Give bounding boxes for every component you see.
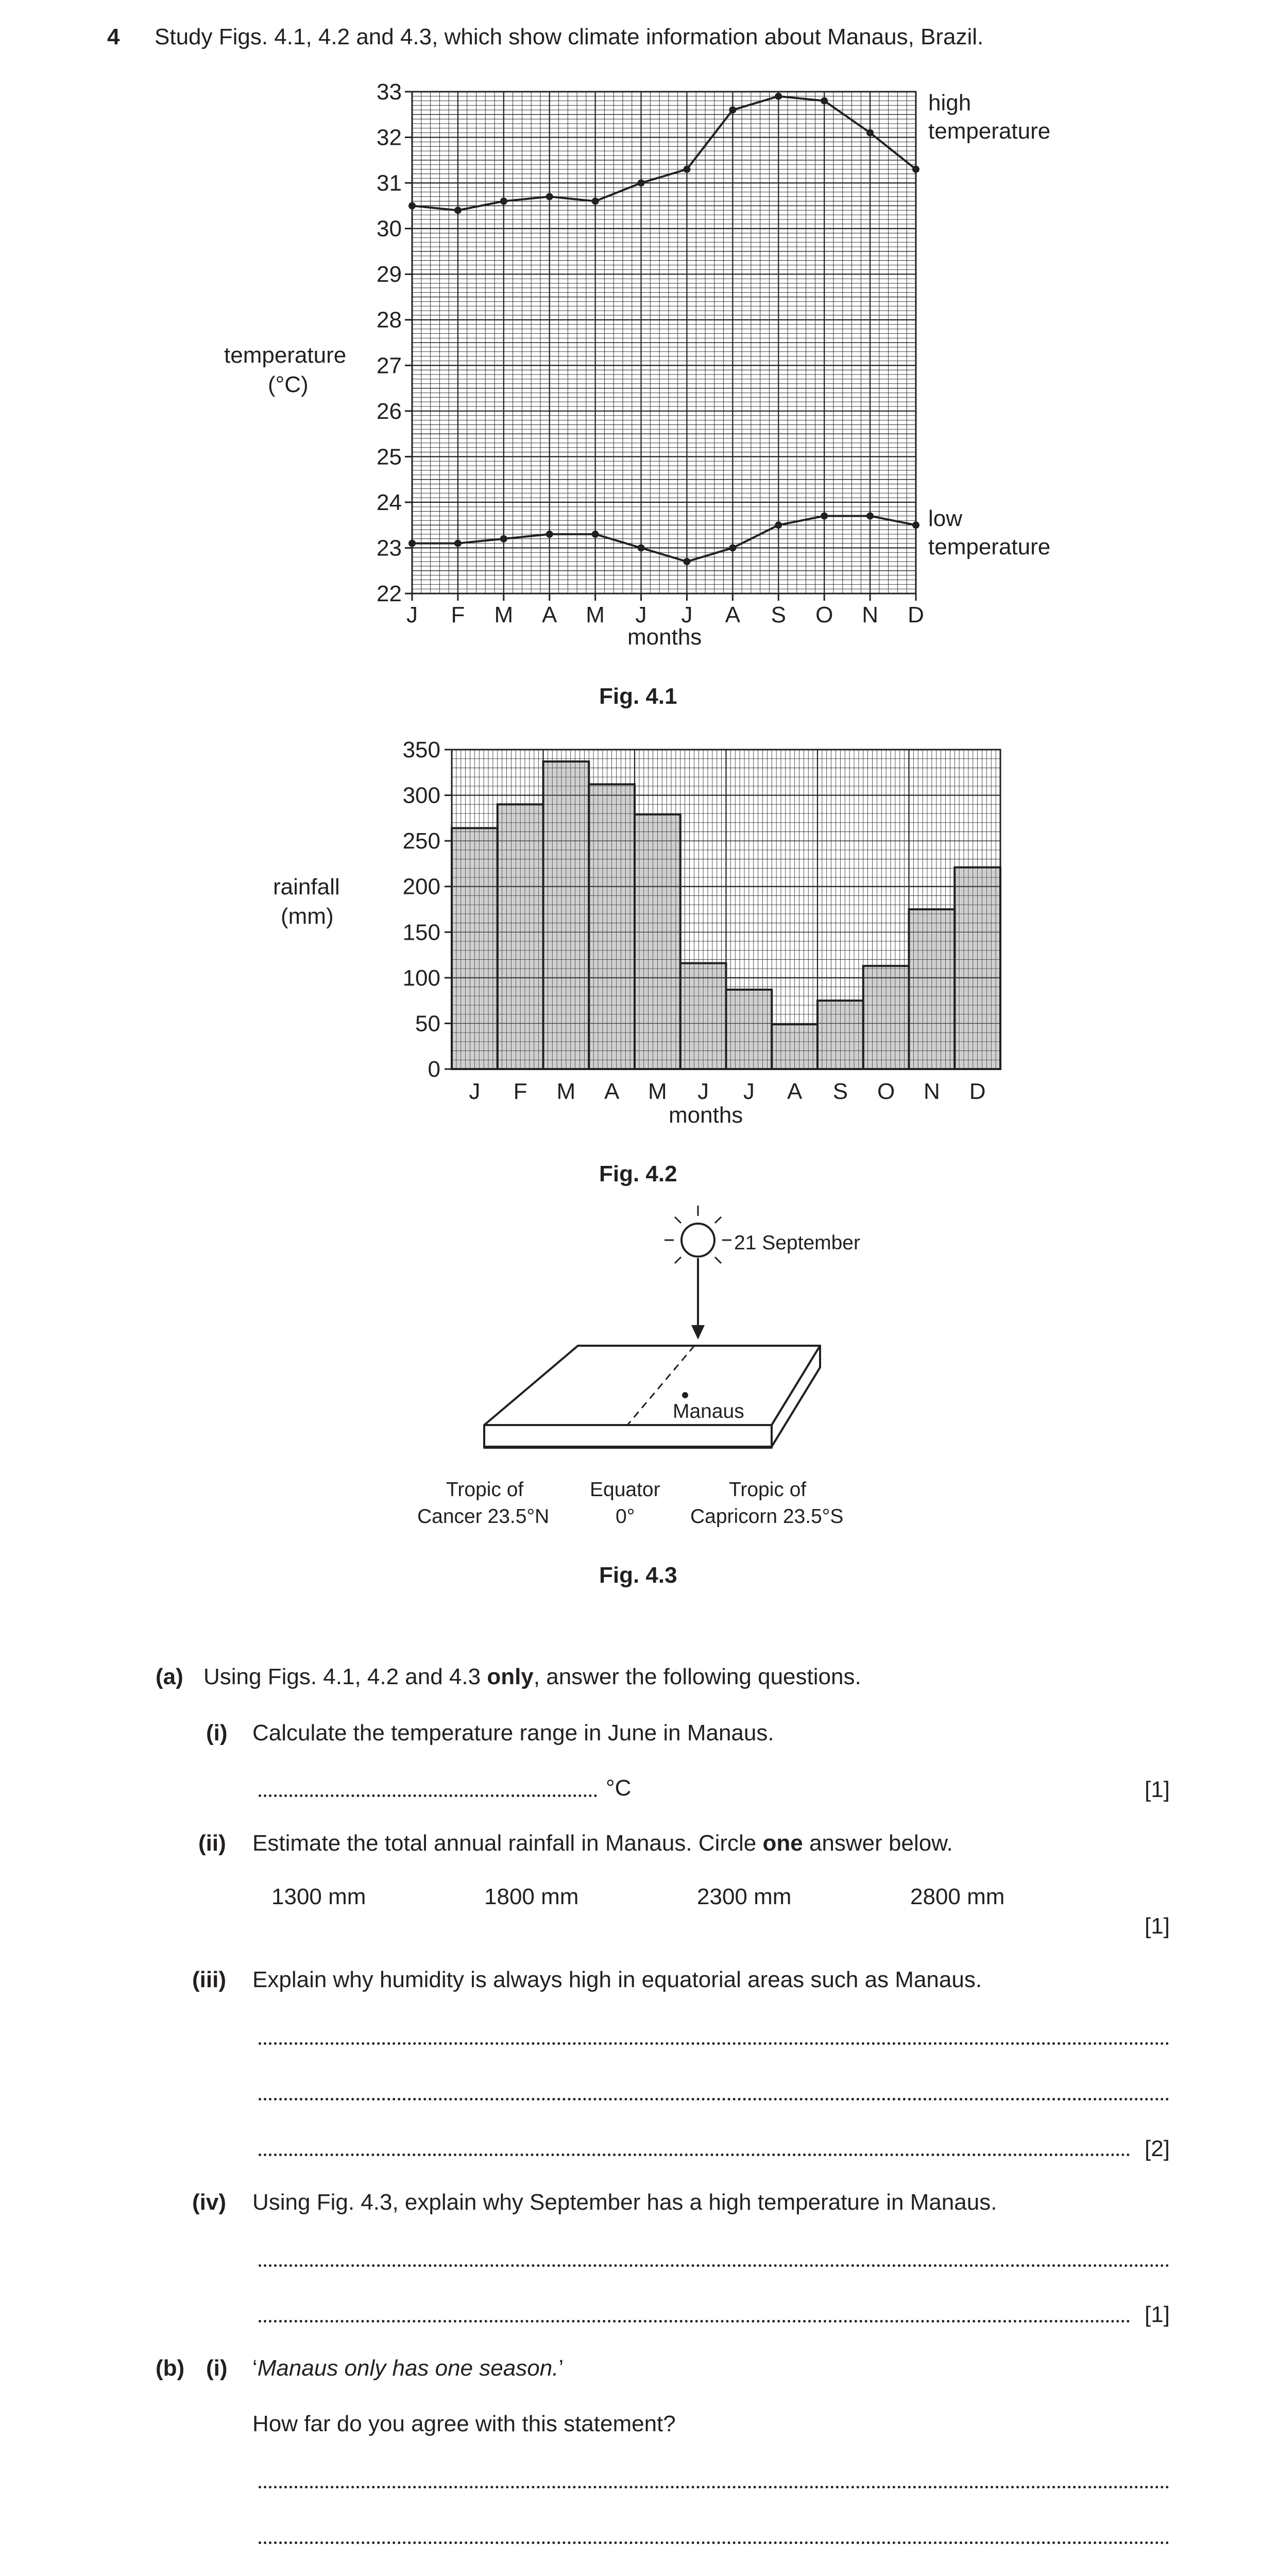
fig2-xtick-label: M [648,1079,667,1104]
rainfall-bar [863,966,909,1069]
fig2-caption: Fig. 4.2 [599,1161,677,1187]
fig1-xtick-label: S [771,602,786,628]
fig1-ytick-label: 23 [377,535,402,561]
a-ii-text-start: Estimate the total annual rainfall in Manaus. Circle [252,1831,763,1856]
fig1-xtick-label: J [406,602,418,628]
fig1-ytick-label: 29 [377,262,402,287]
fig2-ytick-label: 300 [402,783,440,808]
rainfall-bar [680,963,726,1069]
fig2-ytick-label: 50 [415,1011,440,1037]
fig2-xtick-label: F [513,1079,527,1104]
fig2-ytick-label: 150 [402,920,440,945]
a-iv-label: (iv) [192,2190,226,2215]
rainfall-bar [817,1001,863,1069]
fig1-xtick-label: A [725,602,741,628]
tropic-capricorn-label-2: Capricorn 23.5°S [690,1505,844,1528]
fig1-ytick-label: 26 [377,398,402,424]
fig1-low-label-line1: low [928,506,963,531]
low-temperature-point [683,558,690,565]
rainfall-option-1800[interactable]: 1800 mm [484,1884,579,1909]
fig1-ytick-label: 24 [377,489,402,515]
fig2-xlabel: months [669,1103,743,1128]
fig2-xtick-label: S [832,1079,848,1104]
b-i-quote [252,2357,564,2380]
fig1-ytick-label: 28 [377,307,402,333]
high-temperature-point [408,202,416,209]
tropic-cancer-label-2: Cancer 23.5°N [417,1505,550,1528]
fig1-xtick-label: A [542,602,557,628]
sun-label: 21 September [734,1232,860,1254]
fig1-ytick-label: 30 [377,216,402,242]
part-a-intro-bold: only [487,1664,534,1689]
manaus-point [682,1392,688,1398]
a-ii-label: (ii) [198,1831,226,1856]
fig1-low-label-line2: temperature [928,534,1051,560]
fig2-ytick-label: 250 [402,828,440,854]
fig2-ytick-label: 200 [402,874,440,900]
rainfall-bar [589,784,635,1069]
rainfall-option-2800[interactable]: 2800 mm [910,1884,1005,1909]
a-iii-answer-line-1[interactable] [259,2042,1169,2045]
low-temperature-point [408,540,416,547]
question-intro: Study Figs. 4.1, 4.2 and 4.3, which show climate information about Manaus, Brazil. [155,24,984,49]
a-ii-text-bold: one [762,1831,803,1856]
high-temperature-point [546,193,553,200]
fig1-ytick-label: 33 [377,79,402,105]
fig2-xtick-label: A [604,1079,620,1104]
a-iv-answer-line-2[interactable] [259,2320,1130,2323]
high-temperature-point [592,198,599,205]
fig2-xtick-label: M [556,1079,576,1104]
sun-icon [664,1206,731,1263]
a-ii-marks: [1] [1145,1913,1170,1939]
high-temperature-point [500,198,507,205]
rainfall-bar [452,828,498,1069]
a-iv-marks: [1] [1145,2302,1170,2327]
fig1-high-label-line2: temperature [928,118,1051,144]
fig1-xtick-label: J [635,602,647,628]
fig1-ylabel-line1: temperature [224,343,347,368]
fig1-xtick-label: O [815,602,833,628]
fig2-ytick-label: 350 [402,737,440,762]
b-i-prompt: How far do you agree with this statement? [252,2411,676,2436]
fig1-caption: Fig. 4.1 [599,684,677,709]
low-temperature-point [638,544,645,551]
question-number: 4 [107,24,120,49]
part-a-intro [203,1666,861,1688]
fig2-ytick-label: 100 [402,965,440,991]
rainfall-option-2300[interactable]: 2300 mm [697,1884,792,1909]
high-temperature-point [683,166,690,173]
a-ii-text [252,1832,953,1855]
fig1-xtick-label: M [586,602,605,628]
rainfall-bar [772,1024,817,1069]
fig1-xtick-label: D [908,602,924,628]
fig2-ylabel-line2: (mm) [281,904,334,929]
equator-label-2: 0° [616,1505,635,1528]
rainfall-option-1300[interactable]: 1300 mm [271,1884,366,1909]
fig1-ytick-label: 32 [377,125,402,150]
b-i-answer-line-2[interactable] [259,2541,1169,2544]
fig2-xtick-label: N [923,1079,940,1104]
low-temperature-point [454,540,462,547]
low-temperature-point [775,521,782,529]
a-i-answer-line[interactable] [259,1794,597,1797]
manaus-label: Manaus [673,1400,744,1422]
fig2-xtick-label: A [787,1079,803,1104]
part-a-intro-rest: , answer the following questions. [533,1664,861,1689]
high-temperature-point [729,106,736,113]
fig1-ytick-label: 22 [377,581,402,606]
a-iii-answer-line-2[interactable] [259,2098,1169,2100]
fig1-xtick-label: N [862,602,878,628]
fig2-xtick-label: J [469,1079,481,1104]
high-temperature-point [454,207,462,214]
fig1-xtick-label: M [494,602,514,628]
equator-label-1: Equator [590,1479,660,1501]
rainfall-bar [635,815,680,1069]
a-iii-label: (iii) [192,1967,226,1992]
rainfall-bar-chart [0,711,1278,1175]
low-temperature-point [729,544,736,551]
rainfall-bar [543,761,589,1069]
fig1-ytick-label: 27 [377,353,402,379]
fig1-ytick-label: 31 [377,171,402,196]
rainfall-bar [498,804,543,1069]
a-iv-text: Using Fig. 4.3, explain why September has a high temperature in Manaus. [252,2190,997,2215]
fig1-ytick-label: 25 [377,444,402,470]
high-temperature-point [912,166,919,173]
b-i-quote-open: ‘ [252,2355,258,2381]
low-temperature-point [592,531,599,538]
high-temperature-point [866,129,874,137]
a-ii-text-end: answer below. [803,1831,953,1856]
high-temperature-line [412,96,916,210]
a-i-text: Calculate the temperature range in June in Manaus. [252,1720,774,1745]
fig2-ylabel-line1: rainfall [273,874,340,900]
sun-ray-arrow [691,1258,705,1340]
fig2-xtick-label: J [743,1079,755,1104]
low-temperature-point [821,512,828,519]
fig1-xtick-label: J [681,602,693,628]
fig1-ylabel-line2: (°C) [268,372,309,397]
tropic-capricorn-label-1: Tropic of [729,1479,807,1501]
a-iii-text: Explain why humidity is always high in equatorial areas such as Manaus. [252,1967,982,1992]
a-iv-answer-line-1[interactable] [259,2264,1169,2267]
fig2-xtick-label: J [697,1079,709,1104]
low-temperature-point [912,521,919,529]
rainfall-bar [726,990,772,1069]
a-i-unit: °C [606,1775,632,1801]
high-temperature-point [821,97,828,105]
fig3-caption: Fig. 4.3 [599,1563,677,1588]
b-i-label: (i) [206,2355,228,2381]
fig2-xtick-label: O [877,1079,895,1104]
part-a-intro-text: Using Figs. 4.1, 4.2 and 4.3 [203,1664,487,1689]
tropic-cancer-label-1: Tropic of [446,1479,524,1501]
rainfall-bar [955,868,1000,1069]
fig2-xtick-label: D [969,1079,986,1104]
low-temperature-point [500,535,507,543]
high-temperature-point [775,93,782,100]
fig1-xtick-label: F [451,602,465,628]
a-iii-answer-line-3[interactable] [259,2154,1130,2156]
rainfall-bar [909,909,955,1069]
fig2-ytick-label: 0 [428,1057,440,1082]
fig1-high-label-line1: high [928,90,972,115]
b-i-quote-close: ’ [558,2355,564,2381]
part-b-label: (b) [156,2355,185,2381]
b-i-quote-text: Manaus only has one season. [257,2355,559,2381]
fig1-xlabel: months [627,624,702,650]
a-i-label: (i) [206,1720,228,1745]
high-temperature-point [638,179,645,187]
low-temperature-point [866,512,874,519]
temperature-line-chart [0,0,1278,711]
low-temperature-point [546,531,553,538]
a-iii-marks: [2] [1145,2136,1170,2161]
b-i-answer-line-1[interactable] [259,2486,1169,2488]
a-i-marks: [1] [1145,1777,1170,1802]
part-a-label: (a) [156,1664,183,1689]
